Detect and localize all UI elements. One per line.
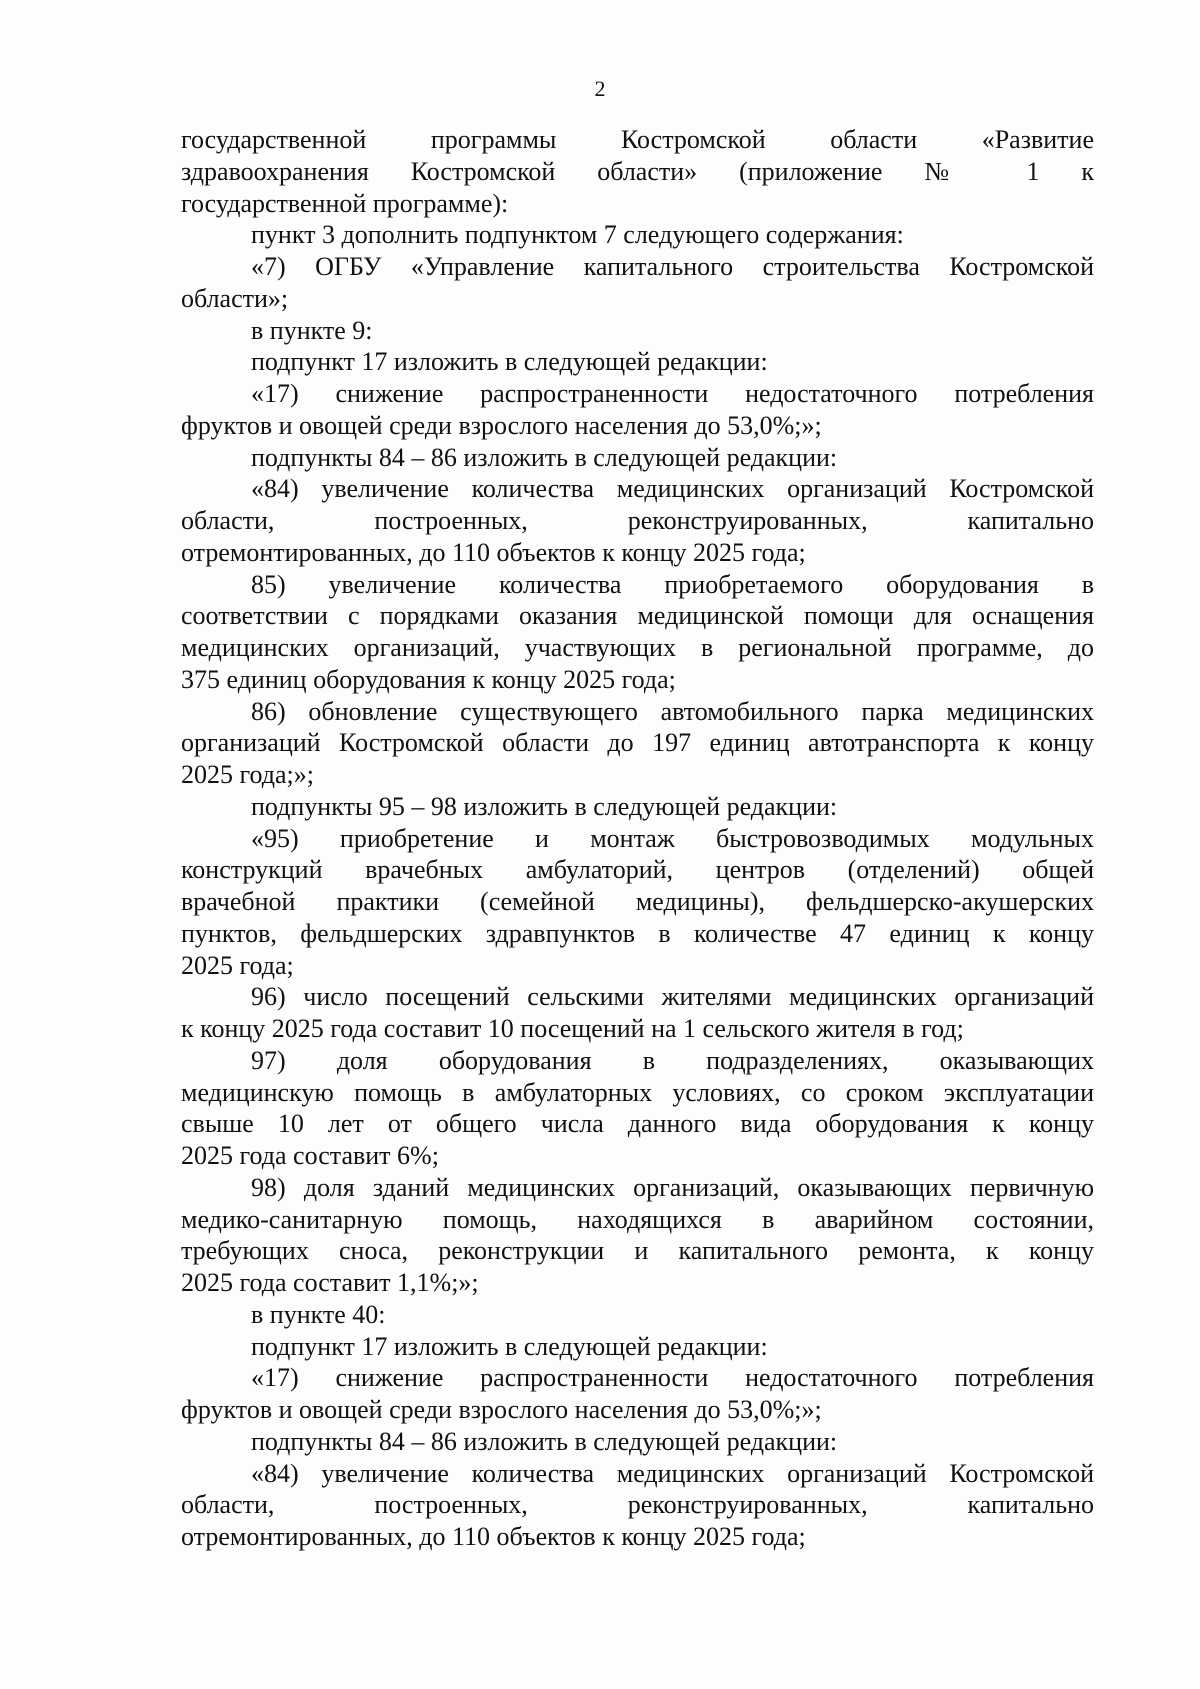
- paragraph: [181, 473, 1094, 568]
- text-line: 86) обновление существующего автомобильного парка медицинских: [251, 696, 1094, 726]
- paragraph: [181, 981, 1094, 1045]
- text-line: «17) снижение распространенности недостаточного потребления: [251, 1363, 1094, 1393]
- text-line: здравоохранения Костромской области» (приложение № 1 к: [181, 156, 1094, 186]
- paragraph: [181, 569, 1094, 696]
- text-line: отремонтированных, до 110 объектов к концу 2025 года;: [181, 1522, 806, 1551]
- text-line: 97) доля оборудования в подразделениях, оказывающих: [251, 1045, 1094, 1075]
- text-line: организаций Костромской области до 197 единиц автотранспорта к концу: [181, 728, 1094, 758]
- text-line: 98) доля зданий медицинских организаций, оказывающих первичную: [251, 1172, 1094, 1202]
- paragraph: [181, 315, 1094, 347]
- text-line: подпункты 84 – 86 изложить в следующей редакции:: [251, 442, 838, 472]
- text-line: в пункте 9:: [251, 315, 373, 345]
- paragraph: [181, 791, 1094, 823]
- text-line: медицинских организаций, участвующих в региональной программе, до: [181, 633, 1094, 662]
- paragraph: [181, 1172, 1094, 1299]
- text-line: медико-санитарную помощь, находящихся в аварийном состоянии,: [181, 1204, 1094, 1234]
- text-line: государственной программы Костромской области «Развитие: [181, 125, 1094, 154]
- text-line: 375 единиц оборудования к концу 2025 года;: [181, 664, 676, 694]
- text-line: «84) увеличение количества медицинских организаций Костромской: [251, 474, 1094, 504]
- text-line: 2025 года;: [181, 950, 294, 980]
- paragraph: [181, 1299, 1094, 1331]
- text-line: требующих сноса, реконструкции и капитального ремонта, к концу: [181, 1236, 1094, 1266]
- paragraph: [181, 1045, 1094, 1172]
- text-line: к концу 2025 года составит 10 посещений на 1 сельского жителя в год;: [181, 1014, 964, 1043]
- paragraph: [181, 346, 1094, 378]
- text-line: соответствии с порядками оказания медицинской помощи для оснащения: [181, 601, 1094, 631]
- paragraph: [181, 1362, 1094, 1426]
- text-line: 2025 года;»;: [181, 760, 314, 789]
- text-line: 2025 года составит 1,1%;»;: [181, 1268, 479, 1297]
- text-line: подпункт 17 изложить в следующей редакции:: [251, 347, 768, 377]
- text-line: пунктов, фельдшерских здравпунктов в количестве 47 единиц к концу: [181, 918, 1094, 948]
- text-line: 85) увеличение количества приобретаемого оборудования в: [251, 569, 1094, 599]
- text-line: подпункты 84 – 86 изложить в следующей редакции:: [251, 1426, 838, 1456]
- page-number: 2: [594, 76, 606, 101]
- text-line: отремонтированных, до 110 объектов к концу 2025 года;: [181, 537, 806, 567]
- text-line: области, построенных, реконструированных, капитально: [181, 506, 1094, 535]
- text-line: подпункты 95 – 98 изложить в следующей редакции:: [251, 791, 838, 821]
- text-line: подпункт 17 изложить в следующей редакции:: [251, 1331, 768, 1361]
- text-line: фруктов и овощей среди взрослого населения до 53,0%;»;: [181, 1395, 822, 1424]
- text-line: конструкций врачебных амбулаторий, центров (отделений) общей: [181, 855, 1094, 885]
- text-line: «7) ОГБУ «Управление капитального строительства Костромской: [251, 252, 1094, 281]
- text-line: в пункте 40:: [251, 1299, 386, 1329]
- document-body: [181, 124, 1094, 1553]
- paragraph: [181, 1426, 1094, 1458]
- text-line: пункт 3 дополнить подпунктом 7 следующего содержания:: [251, 220, 904, 250]
- text-line: 96) число посещений сельскими жителями медицинских организаций: [251, 982, 1094, 1012]
- text-line: врачебной практики (семейной медицины), фельдшерско-акушерских: [181, 887, 1094, 916]
- paragraph: [181, 378, 1094, 442]
- paragraph: [181, 219, 1094, 251]
- paragraph: [181, 696, 1094, 791]
- text-line: области»;: [181, 283, 289, 313]
- text-line: фруктов и овощей среди взрослого населения до 53,0%;»;: [181, 410, 822, 440]
- text-line: «17) снижение распространенности недостаточного потребления: [251, 379, 1094, 408]
- text-line: области, построенных, реконструированных, капитально: [181, 1490, 1094, 1520]
- text-line: медицинскую помощь в амбулаторных условиях, со сроком эксплуатации: [181, 1077, 1094, 1107]
- text-line: государственной программе):: [181, 188, 509, 218]
- text-line: 2025 года составит 6%;: [181, 1141, 439, 1170]
- text-line: «95) приобретение и монтаж быстровозводимых модульных: [251, 823, 1094, 853]
- text-line: «84) увеличение количества медицинских организаций Костромской: [251, 1458, 1094, 1488]
- paragraph: [181, 251, 1094, 315]
- text-line: свыше 10 лет от общего числа данного вида оборудования к концу: [181, 1109, 1094, 1139]
- paragraph: [181, 442, 1094, 474]
- paragraph: [181, 1331, 1094, 1363]
- paragraph: [181, 823, 1094, 982]
- paragraph: [181, 1458, 1094, 1553]
- paragraph: [181, 124, 1094, 219]
